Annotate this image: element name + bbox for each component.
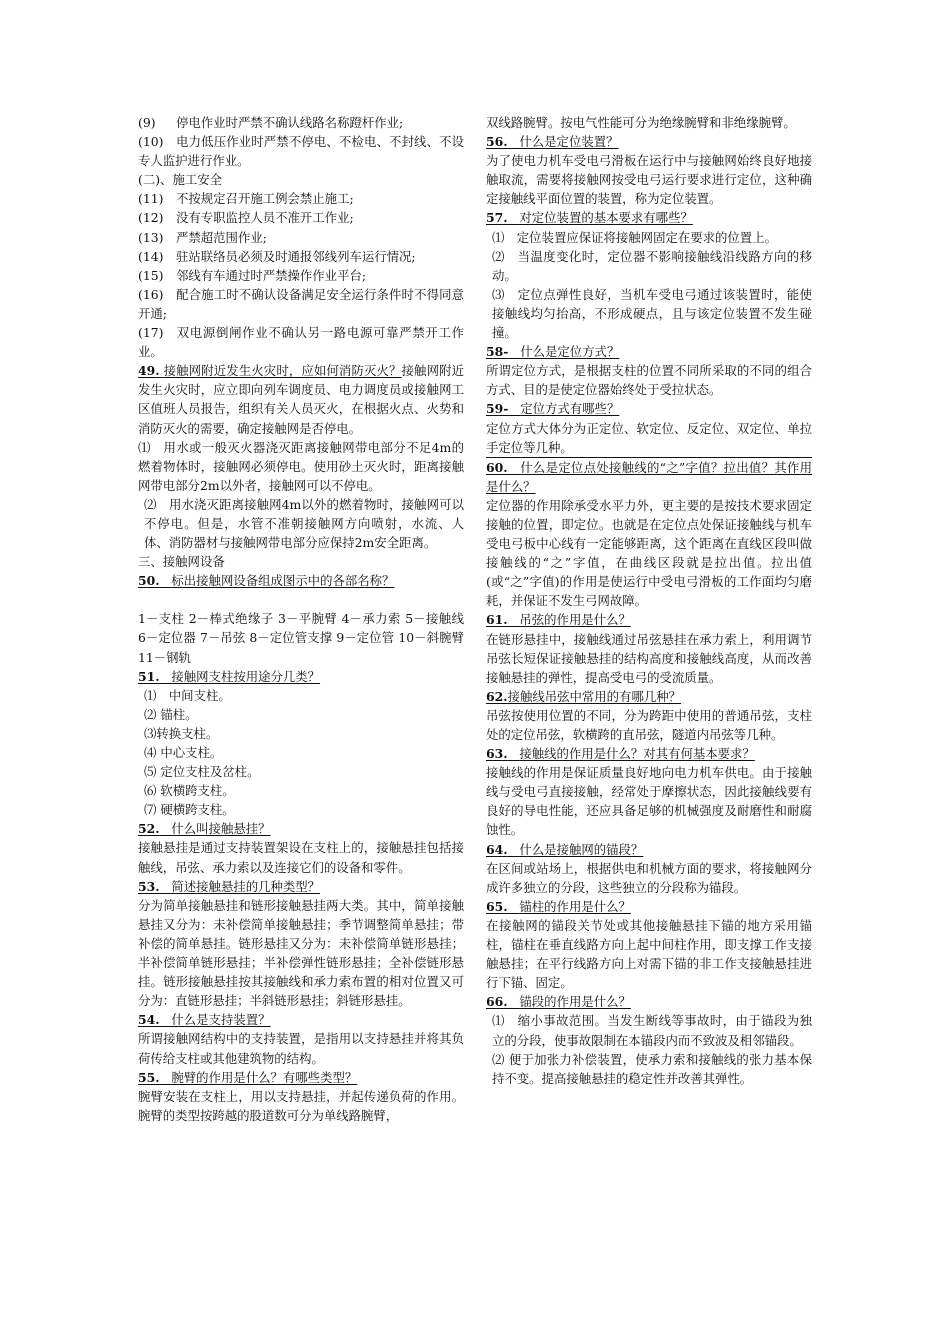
- question-56: 56. 什么是定位装置？: [486, 134, 619, 150]
- list-item: (11) 不按规定召开施工例会禁止施工;: [138, 191, 354, 207]
- question-63: 63. 接触线的作用是什么？对其有何基本要求？: [486, 746, 755, 762]
- left-column: [138, 113, 464, 1125]
- list-item: (17) 双电源倒闸作业不确认另一路电源可靠严禁开工作业。: [138, 325, 464, 360]
- question-49: 49. 接触网附近发生火灾时，应如何消防灭火？接触网附近发生火灾时，应立即向列车调度员、电力调度员或接触网工区值班人员报告，组织有关人员灭火，在根据火点、火势和消防灭火的需要，确定接触网是否停电。: [138, 363, 465, 436]
- list-item: ⑴ 定位装置应保证将接触网固定在要求的位置上。: [492, 229, 777, 245]
- figure-placeholder: [138, 590, 464, 609]
- answer-paragraph: ⑵ 便于加张力补偿装置，使承力索和接触线的张力基本保持不变。提高接触悬挂的稳定性并改善其弹性。: [492, 1051, 812, 1086]
- list-item: ⑶ 定位点弹性良好，当机车受电弓通过该装置时，能使接触线均匀抬高，不形成硬点，且与该定位装置不发生碰撞。: [492, 286, 812, 341]
- list-item: (9) 停电作业时严禁不确认线路名称蹬杆作业;: [138, 115, 404, 130]
- question-60: 60. 什么是定位点处接触线的“之”字值？拉出值？其作用是什么？: [486, 459, 812, 494]
- question-61: 61. 吊弦的作用是什么？: [486, 612, 631, 628]
- list-item: ⑵ 当温度变化时，定位器不影响接触线沿线路方向的移动。: [492, 248, 812, 283]
- list-item: ⑷ 中心支柱。: [144, 745, 223, 760]
- list-item: (15) 邻线有车通过时严禁操作作业平台;: [138, 267, 367, 283]
- answer-paragraph: 分为简单接触悬挂和链形接触悬挂两大类。其中，简单接触悬挂又分为：未补偿简单接触悬挂；季节调整简单悬挂；带补偿的简单悬挂。链形悬挂又分为：未补偿简单链形悬挂；半补偿简单链形悬挂；半补偿弹性链形悬挂；全补偿链形悬挂。链形接触悬挂按其接触线和承力索布置的相对位置又可分为：直链形悬挂；半斜链形悬挂；斜链形悬挂。: [138, 897, 464, 1009]
- answer-paragraph: 在链形悬挂中，接触线通过吊弦悬挂在承力索上，利用调节吊弦长短保证接触悬挂的结构高度和接触线高度，从而改善接触悬挂的弹性，提高受电弓的受流质量。: [486, 631, 812, 685]
- answer-paragraph: 吊弦按使用位置的不同，分为跨距中使用的普通吊弦，支柱处的定位吊弦，软横跨的直吊弦，隧道内吊弦等几种。: [486, 707, 812, 742]
- list-item: (14) 驻站联络员必须及时通报邻线列车运行情况;: [138, 248, 416, 264]
- answer-paragraph: 在接触网的锚段关节处或其他接触悬挂下锚的地方采用锚柱，锚柱在垂直线路方向上起中间柱作用，即支撑工作支接触悬挂；在平行线路方向上对需下锚的非工作支接触悬挂进行下锚、固定。: [486, 917, 812, 991]
- question-62: 62.接触线吊弦中常用的有哪几种？: [486, 688, 682, 704]
- answer-paragraph: 接触线的作用是保证质量良好地向电力机车供电。由于接触线与受电弓直接接触，经常处于摩擦状态，因此接触线要有良好的导电性能，还应具备足够的机械强度及耐磨性和耐腐蚀性。: [486, 765, 812, 838]
- list-item: ⑶转换支柱。: [144, 725, 219, 741]
- answer-paragraph: 所谓接触网结构中的支持装置，是指用以支持悬挂并将其负荷传给支柱或其他建筑物的结构。: [138, 1031, 464, 1066]
- question-59: 59- 定位方式有哪些？: [486, 401, 620, 417]
- answer-paragraph: 接触悬挂是通过支持装置架设在支柱上的，接触悬挂包括接触线，吊弦、承力索以及连接它们的设备和零件。: [138, 840, 464, 875]
- question-51: 51. 接触网支柱按用途分几类？: [138, 668, 321, 684]
- answer-paragraph: 所谓定位方式，是根据支柱的位置不同所采取的不同的组合方式、目的是使定位器始终处于受拉状态。: [486, 363, 812, 398]
- answer-paragraph: ⑴ 用水或一般灭火器浇灭距离接触网带电部分不足4m的燃着物体时，接触网必须停电。使用砂土灭火时，距离接触网带电部分2m以外者，接触网可以不停电。: [138, 439, 464, 493]
- question-66: 66. 锚段的作用是什么？: [486, 994, 631, 1010]
- list-item: (10) 电力低压作业时严禁不停电、不检电、不封线、不设专人监护进行作业。: [138, 134, 464, 169]
- list-item: (13) 严禁超范围作业;: [138, 229, 267, 245]
- question-58: 58- 什么是定位方式？: [486, 344, 620, 360]
- question-50: 50. 标出接触网设备组成图示中的各部名称？: [138, 573, 395, 589]
- answer-paragraph: 1－支柱 2－棒式绝缘子 3－平腕臂 4－承力索 5－接触线 6－定位器 7－吊弦 8－定位管支撑 9－定位管 10－斜腕臂 11－钢轨: [138, 611, 464, 665]
- answer-paragraph: ⑴ 缩小事故范围。当发生断线等事故时，由于锚段为独立的分段，使事故限制在本锚段内而不致波及相邻锚段。: [492, 1013, 812, 1048]
- list-item: ⑴ 中间支柱。: [144, 687, 231, 703]
- answer-paragraph: ⑵ 用水浇灭距离接触网4m以外的燃着物时，接触网可以不停电。但是，水管不准朝接触网方向喷射，水流、人体、消防器材与接触网带电部分应保持2m安全距离。: [144, 496, 464, 551]
- question-54: 54. 什么是支持装置？: [138, 1012, 271, 1028]
- list-item: ⑺ 硬横跨支柱。: [144, 802, 235, 818]
- list-item: (12) 没有专职监控人员不准开工作业;: [138, 210, 354, 226]
- question-52: 52. 什么叫接触悬挂？: [138, 821, 271, 837]
- answer-paragraph: 为了使电力机车受电弓滑板在运行中与接触网始终良好地接触取流，需要将接触网按受电弓运行要求进行定位，这种确定接触线平面位置的装置，称为定位装置。: [486, 153, 812, 207]
- list-item: ⑸ 定位支柱及岔柱。: [144, 764, 260, 780]
- document-page: [138, 113, 815, 1243]
- list-item: ⑵ 锚柱。: [144, 706, 198, 722]
- list-item: (16) 配合施工时不确认设备满足安全运行条件时不得同意开通;: [138, 286, 464, 321]
- answer-paragraph: 腕臂安装在支柱上，用以支持悬挂，并起传递负荷的作用。腕臂的类型按跨越的股道数可分为单线路腕臂，: [138, 1088, 464, 1123]
- answer-paragraph: 定位方式大体分为正定位、软定位、反定位、双定位、单拉手定位等几种。: [486, 419, 812, 458]
- question-57: 57. 对定位装置的基本要求有哪些？: [486, 210, 693, 226]
- question-64: 64. 什么是接触网的锚段？: [486, 841, 644, 857]
- answer-paragraph: 双线路腕臂。按电气性能可分为绝缘腕臂和非绝缘腕臂。: [486, 115, 796, 130]
- question-53: 53. 简述接触悬挂的几种类型？: [138, 878, 321, 894]
- section-heading: 三、接触网设备: [138, 554, 225, 570]
- list-item: ⑹ 软横跨支柱。: [144, 783, 235, 799]
- section-heading: (二)、施工安全: [138, 172, 223, 188]
- answer-paragraph: 定位器的作用除承受水平力外，更主要的是按技术要求固定接触的位置，即定位。也就是在定位点处保证接触线与机车受电弓板中心线有一定能够距离，这个距离在直线区段叫做接触线的“之”字值，在曲线区段就是拉出值。拉出值(或“之”字值)的作用是使运行中受电弓滑板的工作面均匀磨耗，并保证不发生弓网故障。: [486, 497, 812, 609]
- right-column: [486, 113, 812, 1088]
- question-65: 65. 锚柱的作用是什么？: [486, 898, 631, 914]
- answer-paragraph: 在区间或站场上，根据供电和机械方面的要求，将接触网分成许多独立的分段，这些独立的分段称为锚段。: [486, 860, 812, 895]
- question-55: 55. 腕臂的作用是什么？有哪些类型？: [138, 1069, 358, 1085]
